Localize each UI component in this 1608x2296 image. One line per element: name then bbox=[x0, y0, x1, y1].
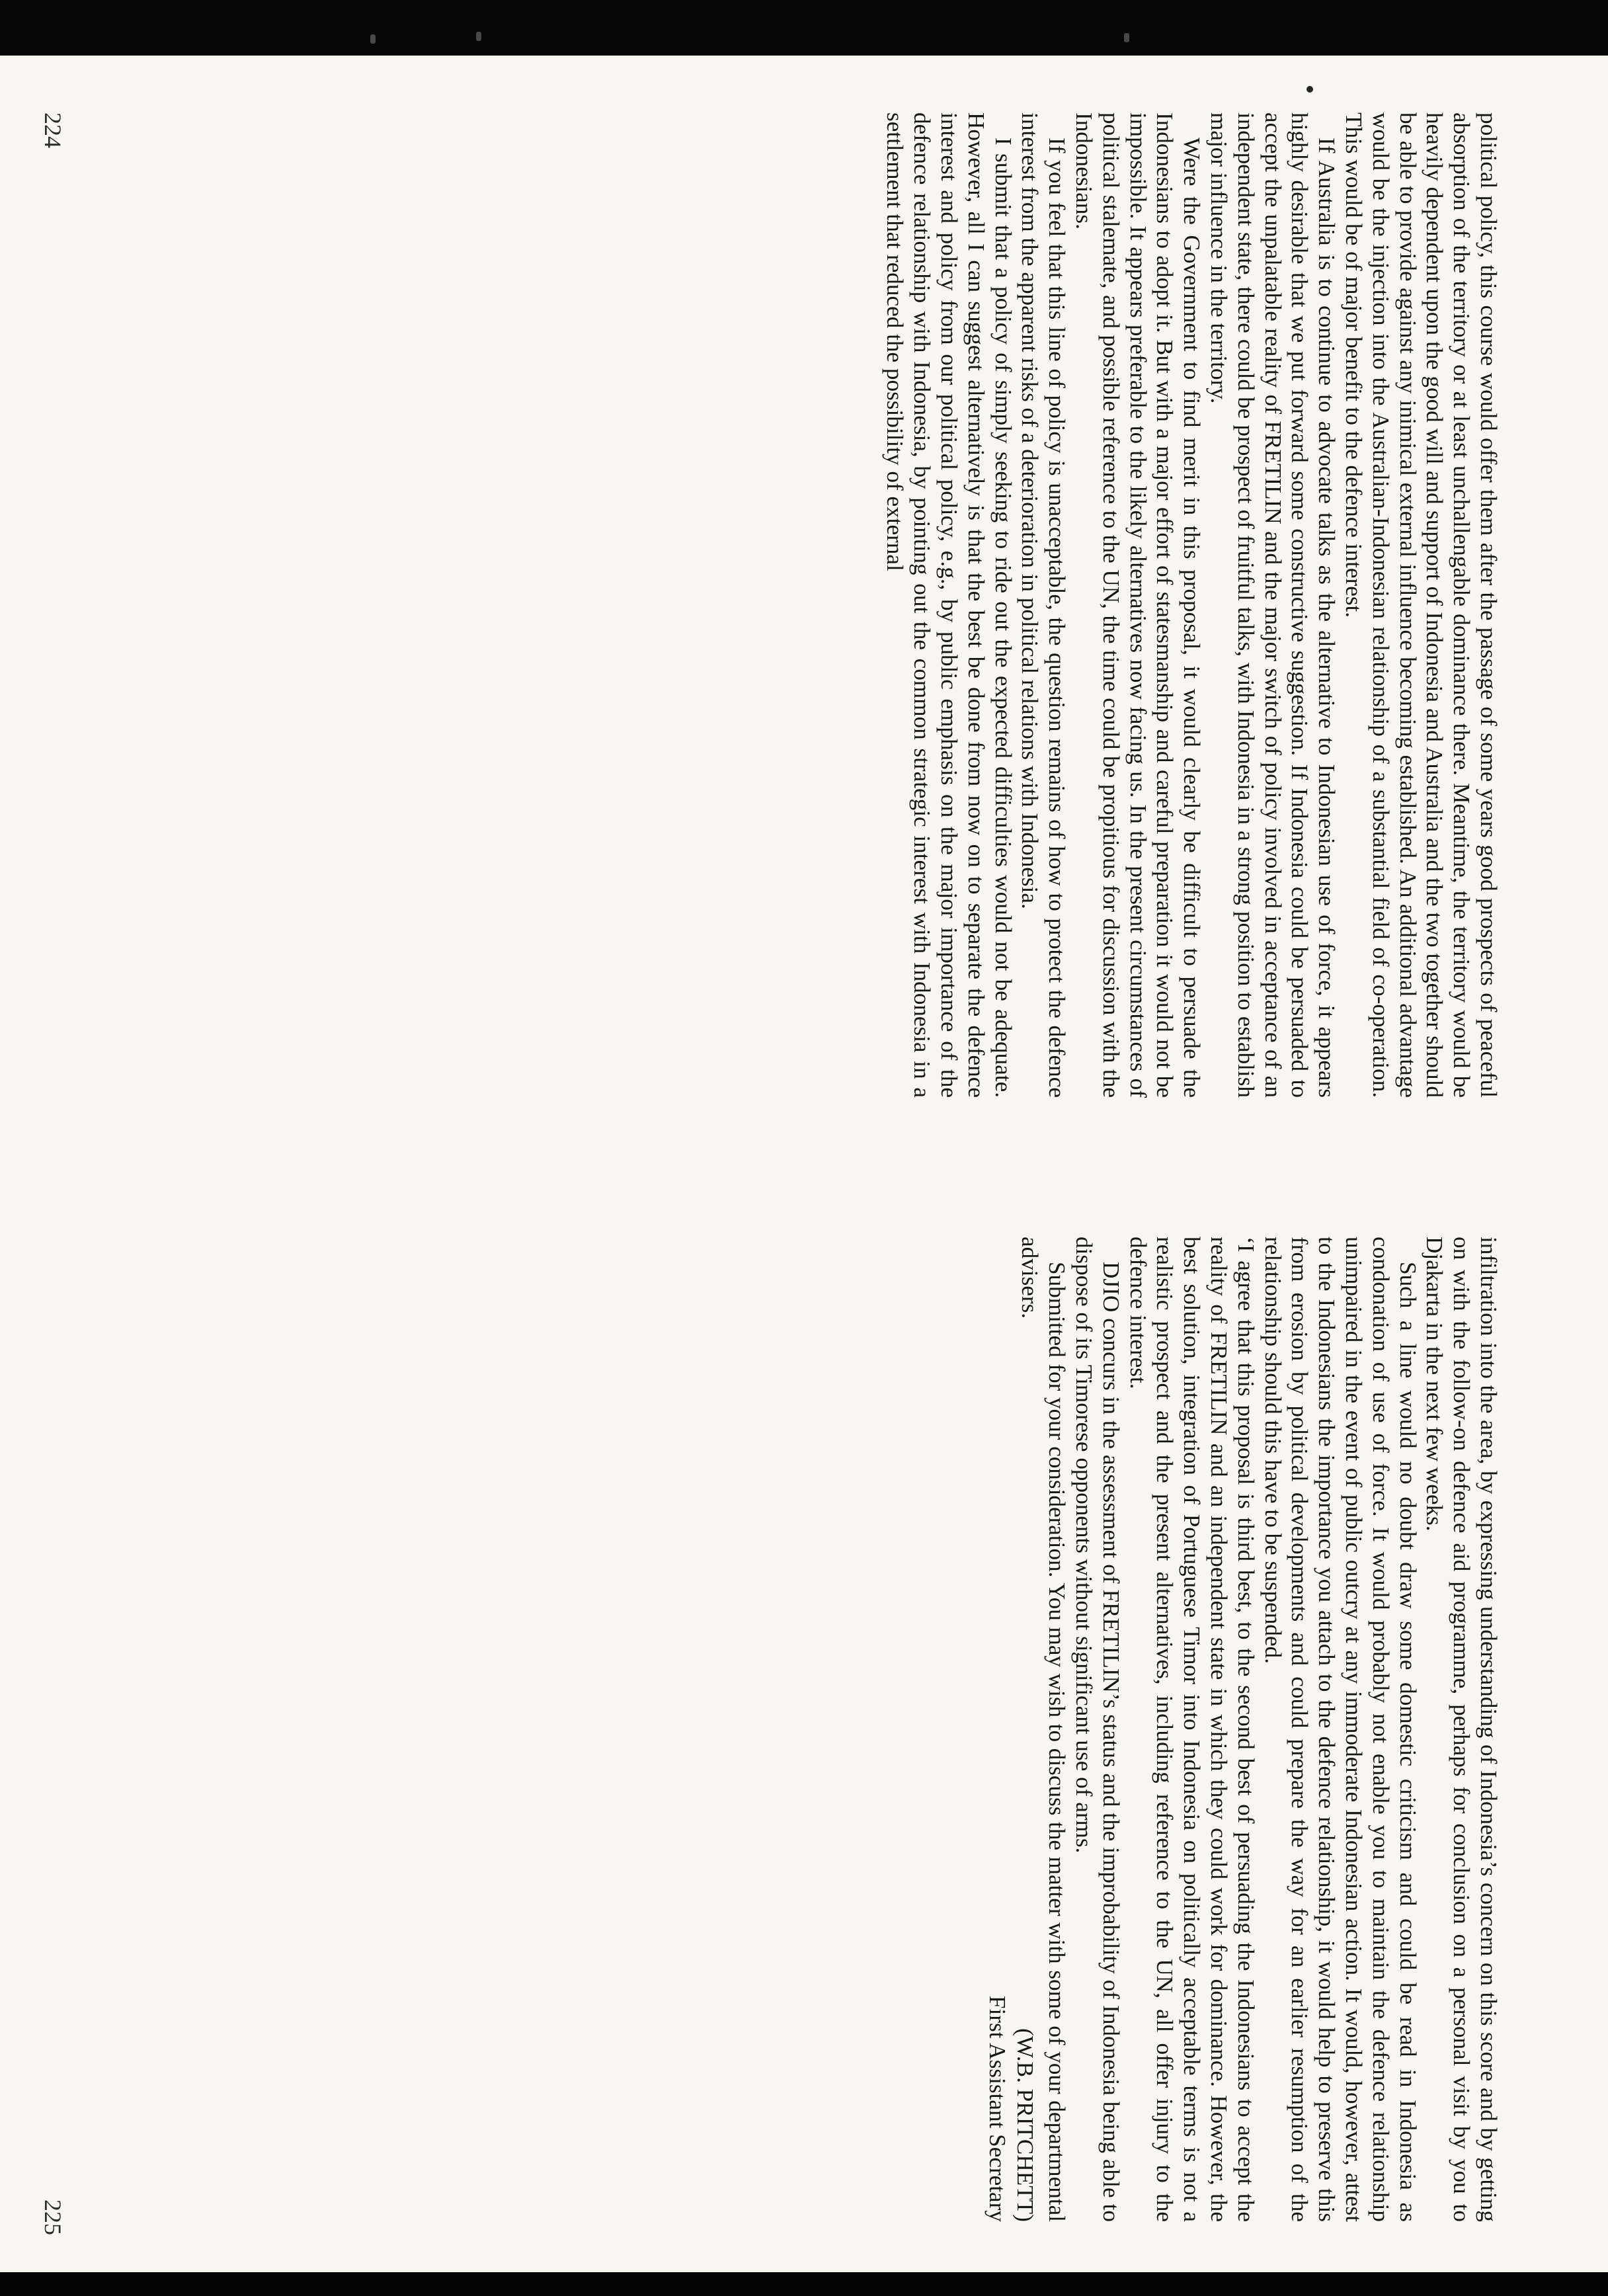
signature-block bbox=[983, 1996, 1039, 2222]
paragraph: I submit that a policy of simply seeking to ride out the expected difficulties would not be adequate. However, all I can suggest alternatively is that the best be done from now on to separate the defence interest and policy from our political policy, e.g., by public emphasis on the major importance of the defence relationship with Indonesia, by pointing out the common strategic interest with Indonesia in a settlement that reduced the possibility of external bbox=[882, 112, 1016, 1098]
paragraph: If you feel that this line of policy is unacceptable, the question remains of how to protect the defence interest from the apparent risks of a deterioration in political relations with Indonesia. bbox=[1017, 112, 1070, 1098]
paragraph: If Australia is to continue to advocate talks as the alternative to Indonesian use of force, it appears highly desirable that we put forward some constructive suggestion. If Indonesia could be persuaded to accept the unpalatable reality of FRETILIN and the major switch of policy involved in acceptance of an independent state, there could be prospect of fruitful talks, with Indonesia in a strong position to establish major influence in the territory. bbox=[1206, 112, 1340, 1098]
margin-mark bbox=[1306, 86, 1313, 93]
scan-speck bbox=[370, 34, 376, 44]
scan-speck bbox=[1124, 33, 1129, 42]
scan-top-border bbox=[0, 0, 1608, 56]
right-page bbox=[24, 1223, 1531, 2242]
paragraph: ‘I agree that this proposal is third best, to the second best of persuading the Indonesians to accept the reality of FRETILIN and an independent state in which they could work for dominance. However, the best solution, integration of Portuguese Timor into Indonesia on politically acceptable terms is not a realistic prospect and the present alternatives, including reference to the UN, all offer injury to the defence interest. bbox=[1125, 1237, 1259, 2222]
paragraph: infiltration into the area, by expressing understanding of Indonesia’s concern on this score and by getting on with the follow-on defence aid programme, perhaps for conclusion on a personal visit by you to Djakarta in the next few weeks. bbox=[1422, 1237, 1502, 2222]
right-page-text bbox=[1016, 1237, 1502, 2222]
book-spread bbox=[24, 86, 1531, 2242]
paragraph: Submitted for your consideration. You may wish to discuss the matter with some of your departmental advisers. bbox=[1017, 1237, 1070, 2222]
signature-name: (W.B. PRITCHETT) bbox=[1012, 2028, 1038, 2222]
page-number: 224 bbox=[40, 112, 66, 148]
left-page bbox=[24, 86, 1531, 1118]
page-number: 225 bbox=[40, 2199, 66, 2235]
paragraph: DJIO concurs in the assessment of FRETILIN’s status and the improbability of Indonesia being able to dispose of its Timorese opponents without significant use of arms. bbox=[1071, 1237, 1124, 2222]
left-page-text bbox=[881, 112, 1502, 1098]
scan-speck bbox=[476, 32, 481, 41]
paragraph: Were the Government to find merit in this proposal, it would clearly be difficult to persuade the Indonesians to adopt it. But with a major effort of statesmanship and careful preparation it would not be impossible. It appears preferable to the likely alternatives now facing us. In the present circumstances of political stalemate, and possible reference to the UN, the time could be propitious for discussion with the Indonesians. bbox=[1071, 112, 1205, 1098]
scan-bottom-border bbox=[0, 2272, 1608, 2296]
paragraph: Such a line would no doubt draw some domestic criticism and could be read in Indonesia as condonation of use of force. It would probably not enable you to maintain the defence relationship unimpaired in the event of public outcry at any immoderate Indonesian action. It would, however, attest to the Indonesians the importance you attach to the defence relationship, it would help to preserve this from erosion by political developments and could prepare the way for an earlier resumption of the relationship should this have to be suspended. bbox=[1260, 1237, 1421, 2222]
signature-title: First Assistant Secretary bbox=[985, 1995, 1010, 2222]
paragraph: political policy, this course would offer them after the passage of some years good prospects of peaceful absorption of the territory or at least unchallengable dominance there. Meantime, the territory would be heavily dependent upon the good will and support of Indonesia and Australia and the two together should be able to provide against any inimical external influence becoming established. An additional advantage would be the injection into the Australian-Indonesian relationship of a substantial field of co-operation. This would be of major benefit to the defence interest. bbox=[1341, 112, 1502, 1098]
